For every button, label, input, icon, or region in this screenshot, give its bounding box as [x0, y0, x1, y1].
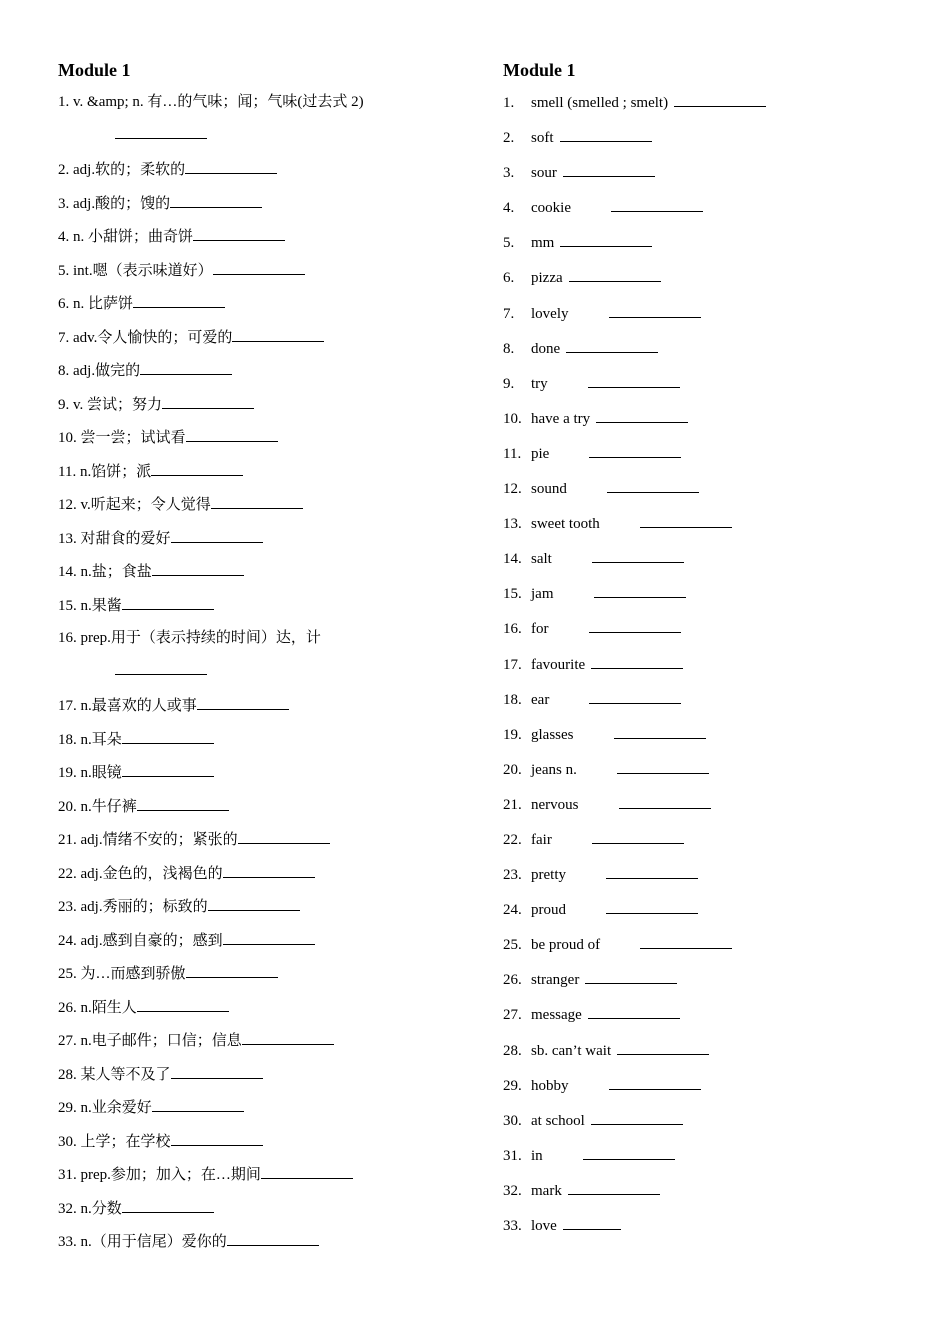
answer-blank[interactable]: [609, 1075, 701, 1090]
list-item: 10. have a try: [503, 408, 923, 443]
answer-blank[interactable]: [140, 360, 232, 375]
answer-blank[interactable]: [606, 864, 698, 879]
list-item: 18. n.耳朵: [58, 729, 458, 763]
list-item: 3. adj.酸的；馊的: [58, 193, 458, 227]
list-item: 17. favourite: [503, 654, 923, 689]
list-item: 27. message: [503, 1004, 923, 1039]
answer-blank[interactable]: [560, 232, 652, 247]
chinese-vocab-column: [58, 58, 458, 1265]
answer-blank[interactable]: [591, 1110, 683, 1125]
answer-blank[interactable]: [563, 1215, 621, 1230]
answer-blank[interactable]: [563, 162, 655, 177]
answer-blank[interactable]: [162, 394, 254, 409]
answer-blank[interactable]: [122, 1198, 214, 1213]
list-item: 30. 上学；在学校: [58, 1131, 458, 1165]
answer-blank[interactable]: [213, 260, 305, 275]
list-item: 7. lovely: [503, 303, 923, 338]
answer-blank[interactable]: [609, 303, 701, 318]
answer-blank[interactable]: [617, 759, 709, 774]
answer-blank[interactable]: [115, 124, 207, 139]
list-item: 33. love: [503, 1215, 923, 1250]
answer-blank[interactable]: [589, 618, 681, 633]
answer-blank[interactable]: [640, 934, 732, 949]
list-item: 23. adj.秀丽的；标致的: [58, 896, 458, 930]
answer-blank[interactable]: [568, 1180, 660, 1195]
answer-blank[interactable]: [607, 478, 699, 493]
list-item: 28. 某人等不及了: [58, 1064, 458, 1098]
answer-blank[interactable]: [585, 969, 677, 984]
answer-blank[interactable]: [208, 896, 300, 911]
list-item: 26. n.陌生人: [58, 997, 458, 1031]
list-item: 26. stranger: [503, 969, 923, 1004]
list-item: 25. be proud of: [503, 934, 923, 969]
list-item: 9. try: [503, 373, 923, 408]
answer-blank[interactable]: [122, 729, 214, 744]
list-item: 22. adj.金色的，浅褐色的: [58, 863, 458, 897]
answer-blank[interactable]: [197, 695, 289, 710]
answer-blank[interactable]: [133, 293, 225, 308]
list-item: 22. fair: [503, 829, 923, 864]
answer-blank[interactable]: [619, 794, 711, 809]
list-item: 10. 尝一尝；试试看: [58, 427, 458, 461]
list-item: 20. jeans n.: [503, 759, 923, 794]
list-item: 25. 为…而感到骄傲: [58, 963, 458, 997]
answer-blank[interactable]: [171, 1064, 263, 1079]
list-item: 1. smell (smelled ; smelt): [503, 92, 923, 127]
list-item: 2. adj.软的；柔软的: [58, 159, 458, 193]
list-item: 31. in: [503, 1145, 923, 1180]
list-item: 11. n.馅饼；派: [58, 461, 458, 495]
list-item: 32. n.分数: [58, 1198, 458, 1232]
answer-blank[interactable]: [588, 373, 680, 388]
list-item: 23. pretty: [503, 864, 923, 899]
answer-blank[interactable]: [171, 1131, 263, 1146]
answer-blank[interactable]: [674, 92, 766, 107]
answer-blank[interactable]: [115, 660, 207, 675]
answer-blank[interactable]: [261, 1164, 353, 1179]
list-item: 29. n.业余爱好: [58, 1097, 458, 1131]
list-item: 1. v. &amp; n. 有…的气味；闻；气味(过去式 2): [58, 92, 458, 159]
list-item: 19. glasses: [503, 724, 923, 759]
list-item: 6. n. 比萨饼: [58, 293, 458, 327]
list-item: 20. n.牛仔裤: [58, 796, 458, 830]
answer-blank[interactable]: [594, 583, 686, 598]
list-item: 4. cookie: [503, 197, 923, 232]
answer-blank[interactable]: [211, 494, 303, 509]
list-item: 33. n.（用于信尾）爱你的: [58, 1231, 458, 1265]
list-item: 28. sb. can’t wait: [503, 1040, 923, 1075]
list-item: 14. n.盐；食盐: [58, 561, 458, 595]
list-item: 24. adj.感到自豪的；感到: [58, 930, 458, 964]
right-module-title: Module 1: [503, 60, 576, 80]
list-item: 12. v.听起来；令人觉得: [58, 494, 458, 528]
answer-blank[interactable]: [596, 408, 688, 423]
list-item: 6. pizza: [503, 267, 923, 302]
list-item: 31. prep.参加；加入；在…期间: [58, 1164, 458, 1198]
list-item: 4. n. 小甜饼；曲奇饼: [58, 226, 458, 260]
answer-blank[interactable]: [560, 127, 652, 142]
list-item: 11. pie: [503, 443, 923, 478]
list-item: 7. adv.令人愉快的；可爱的: [58, 327, 458, 361]
list-item: 27. n.电子邮件；口信；信息: [58, 1030, 458, 1064]
answer-blank[interactable]: [614, 724, 706, 739]
list-item: 15. jam: [503, 583, 923, 618]
answer-blank[interactable]: [151, 461, 243, 476]
list-item: 16. prep.用于（表示持续的时间）达，计: [58, 628, 458, 695]
answer-blank[interactable]: [611, 197, 703, 212]
answer-blank[interactable]: [583, 1145, 675, 1160]
answer-blank[interactable]: [137, 796, 229, 811]
answer-blank[interactable]: [589, 443, 681, 458]
answer-blank[interactable]: [591, 654, 683, 669]
list-item: 29. hobby: [503, 1075, 923, 1110]
answer-blank[interactable]: [186, 427, 278, 442]
answer-blank[interactable]: [171, 528, 263, 543]
list-item: 30. at school: [503, 1110, 923, 1145]
answer-blank[interactable]: [566, 338, 658, 353]
list-item: 17. n.最喜欢的人或事: [58, 695, 458, 729]
left-module-title: Module 1: [58, 60, 131, 80]
right-vocab-list: [503, 92, 923, 1250]
answer-blank[interactable]: [232, 327, 324, 342]
list-item: 21. nervous: [503, 794, 923, 829]
list-item: 18. ear: [503, 689, 923, 724]
answer-blank[interactable]: [617, 1040, 709, 1055]
english-vocab-column: [503, 58, 923, 1250]
answer-blank[interactable]: [185, 159, 277, 174]
list-item: 3. sour: [503, 162, 923, 197]
list-item: 19. n.眼镜: [58, 762, 458, 796]
answer-blank[interactable]: [606, 899, 698, 914]
answer-blank[interactable]: [242, 1030, 334, 1045]
list-item: 8. done: [503, 338, 923, 373]
answer-blank[interactable]: [186, 963, 278, 978]
left-vocab-list: [58, 92, 458, 1265]
answer-blank[interactable]: [223, 930, 315, 945]
answer-blank[interactable]: [569, 267, 661, 282]
list-item: 9. v. 尝试；努力: [58, 394, 458, 428]
list-item: 8. adj.做完的: [58, 360, 458, 394]
answer-blank[interactable]: [238, 829, 330, 844]
list-item: 21. adj.情绪不安的；紧张的: [58, 829, 458, 863]
list-item: 15. n.果酱: [58, 595, 458, 629]
list-item: 2. soft: [503, 127, 923, 162]
answer-blank[interactable]: [640, 513, 732, 528]
answer-blank[interactable]: [588, 1004, 680, 1019]
list-item: 5. int.嗯（表示味道好）: [58, 260, 458, 294]
list-item: 13. sweet tooth: [503, 513, 923, 548]
list-item: 32. mark: [503, 1180, 923, 1215]
list-item: 12. sound: [503, 478, 923, 513]
answer-blank[interactable]: [152, 561, 244, 576]
list-item: 14. salt: [503, 548, 923, 583]
answer-blank[interactable]: [122, 762, 214, 777]
list-item: 16. for: [503, 618, 923, 653]
answer-blank[interactable]: [589, 689, 681, 704]
answer-blank[interactable]: [223, 863, 315, 878]
answer-blank[interactable]: [152, 1097, 244, 1112]
answer-blank[interactable]: [137, 997, 229, 1012]
list-item: 13. 对甜食的爱好: [58, 528, 458, 562]
answer-blank[interactable]: [592, 548, 684, 563]
answer-blank[interactable]: [193, 226, 285, 241]
answer-blank[interactable]: [592, 829, 684, 844]
list-item: 24. proud: [503, 899, 923, 934]
answer-blank[interactable]: [170, 193, 262, 208]
answer-blank[interactable]: [227, 1231, 319, 1246]
list-item: 5. mm: [503, 232, 923, 267]
answer-blank[interactable]: [122, 595, 214, 610]
